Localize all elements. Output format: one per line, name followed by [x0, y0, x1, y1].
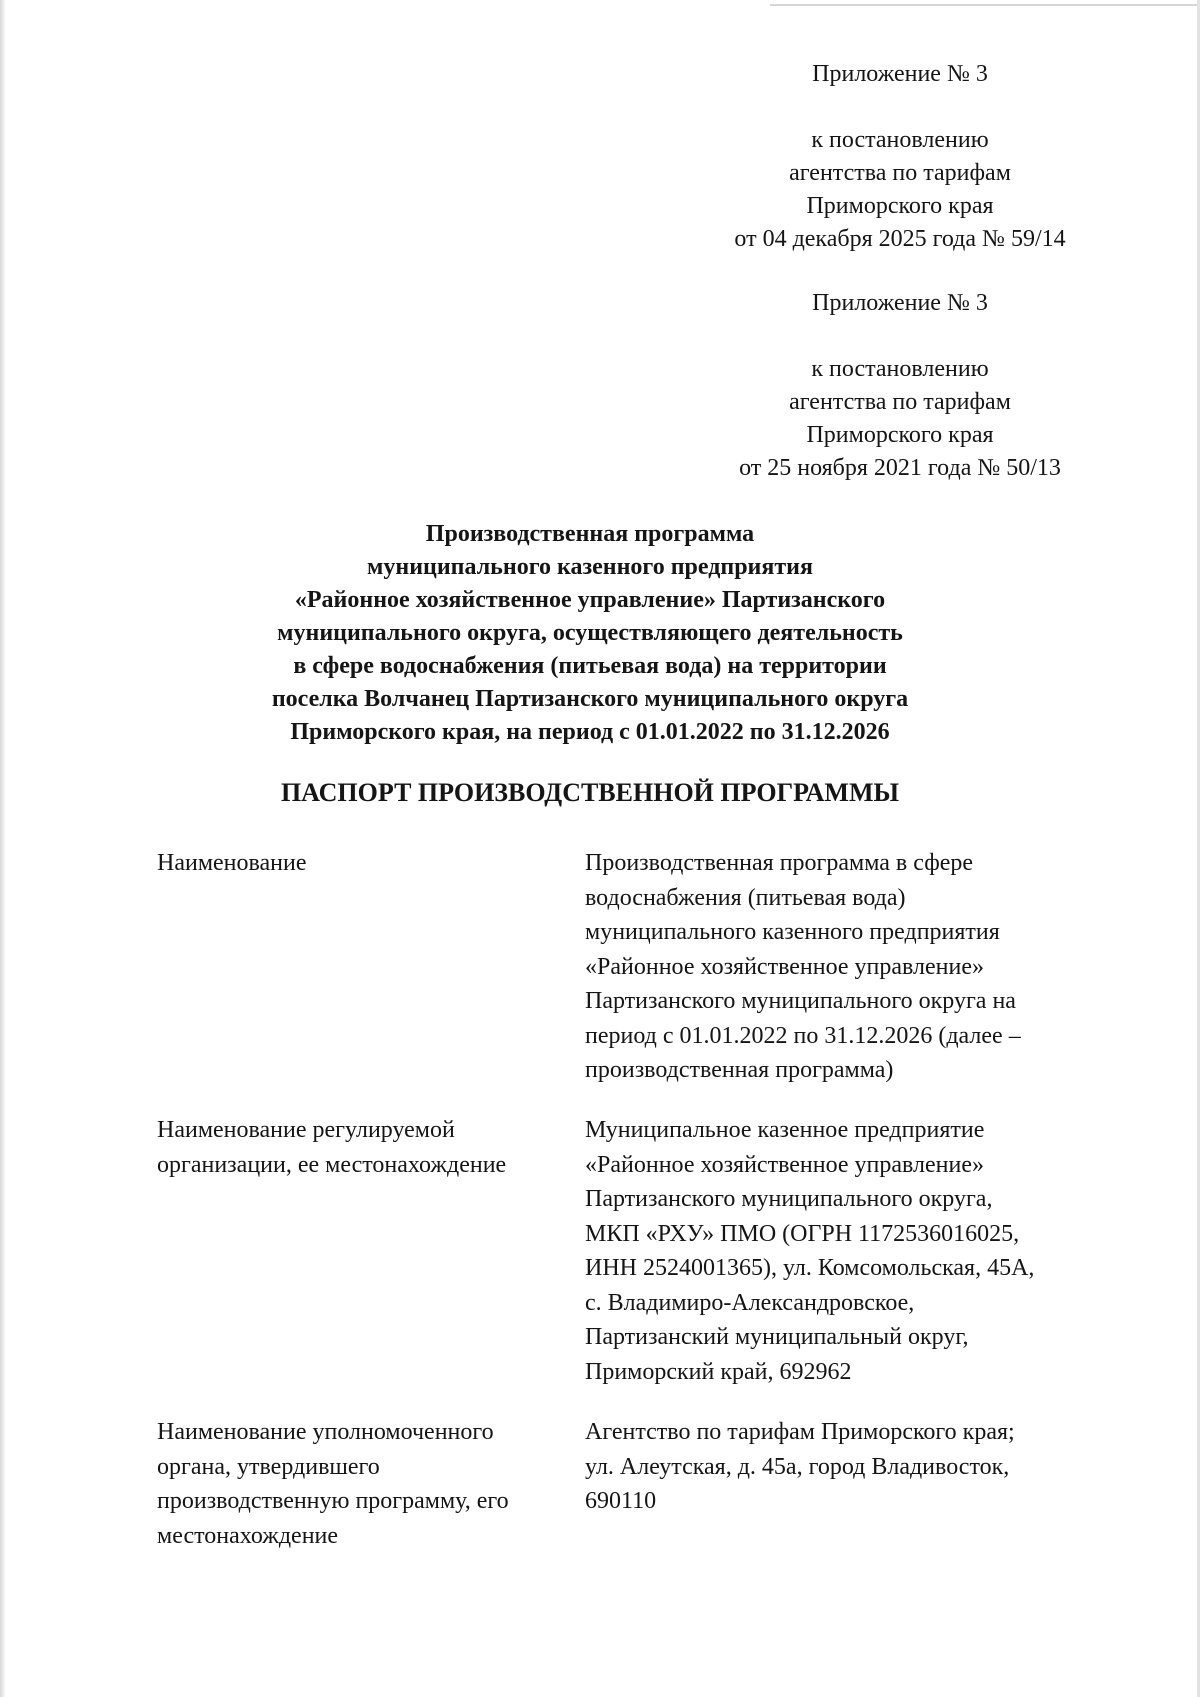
appendix-new-line: к постановлению: [811, 127, 989, 153]
scan-edge-left: [0, 0, 6, 1697]
appendix-old-line: к постановлению: [811, 356, 989, 382]
value-line: водоснабжения (питьевая вода): [585, 884, 906, 911]
value-line: Производственная программа в сфере: [585, 850, 974, 876]
program-title-line: муниципального казенного предприятия: [367, 554, 813, 580]
program-title-line: «Районное хозяйственное управление» Партизанского: [294, 587, 886, 613]
value-line: Партизанского муниципального округа на: [585, 988, 1016, 1014]
value-line: Приморский край, 692962: [585, 1358, 852, 1385]
value-line: МКП «РХУ» ПМО (ОГРН 1172536016025,: [585, 1220, 1020, 1247]
passport-row-value: [585, 846, 1105, 1088]
passport-row-label: [157, 846, 577, 881]
appendix-new-date: от 04 декабря 2025 года № 59/14: [734, 226, 1066, 252]
value-line: Агентство по тарифам Приморского края;: [585, 1419, 1015, 1445]
program-title-line: муниципального округа, осуществляющего деятельность: [277, 620, 903, 646]
scan-edge-top: [770, 4, 1200, 6]
value-line: ул. Алеутская, д. 45а, город Владивосток,: [585, 1453, 1010, 1480]
appendix-old-title: Приложение № 3: [812, 290, 988, 316]
program-title-line: в сфере водоснабжения (питьевая вода) на территории: [293, 653, 887, 679]
passport-row-label: [157, 1415, 577, 1553]
label-line: Наименование: [157, 850, 307, 876]
value-line: 690110: [585, 1488, 657, 1514]
appendix-new-title: Приложение № 3: [812, 61, 988, 87]
appendix-new-block: [650, 58, 1150, 256]
passport-row-label: [157, 1113, 577, 1182]
label-line: производственную программу, его: [157, 1488, 509, 1514]
appendix-old-line: агентства по тарифам: [789, 389, 1011, 415]
label-line: Наименование уполномоченного: [157, 1419, 494, 1445]
passport-row-value: [585, 1113, 1105, 1389]
appendix-old-block: [650, 287, 1150, 485]
appendix-new-line: агентства по тарифам: [789, 160, 1011, 186]
label-line: органа, утвердившего: [157, 1453, 380, 1480]
program-title-line: Приморского края, на период с 01.01.2022 по 31.12.2026: [290, 719, 890, 745]
value-line: ИНН 2524001365), ул. Комсомольская, 45А,: [585, 1255, 1035, 1281]
value-line: «Районное хозяйственное управление»: [585, 953, 985, 980]
value-line: муниципального казенного предприятия: [585, 919, 1000, 945]
value-line: период с 01.01.2022 по 31.12.2026 (далее –: [585, 1022, 1021, 1049]
program-title-line: поселка Волчанец Партизанского муниципального округа: [271, 686, 909, 712]
appendix-old-line: Приморского края: [806, 422, 994, 448]
passport-heading: ПАСПОРТ ПРОИЗВОДСТВЕННОЙ ПРОГРАММЫ: [280, 778, 900, 807]
value-line: производственная программа): [585, 1057, 894, 1083]
value-line: с. Владимиро-Александровское,: [585, 1289, 915, 1316]
value-line: Партизанский муниципальный округ,: [585, 1324, 969, 1350]
label-line: местонахождение: [157, 1522, 339, 1549]
program-title: [180, 518, 1000, 749]
label-line: организации, ее местонахождение: [157, 1151, 507, 1178]
appendix-new-line: Приморского края: [806, 193, 994, 219]
appendix-old-date: от 25 ноября 2021 года № 50/13: [739, 455, 1061, 481]
value-line: «Районное хозяйственное управление»: [585, 1151, 985, 1178]
value-line: Муниципальное казенное предприятие: [585, 1117, 985, 1143]
passport-row-value: [585, 1415, 1105, 1519]
program-title-line: Производственная программа: [425, 521, 755, 547]
value-line: Партизанского муниципального округа,: [585, 1186, 993, 1212]
label-line: Наименование регулируемой: [157, 1117, 455, 1143]
